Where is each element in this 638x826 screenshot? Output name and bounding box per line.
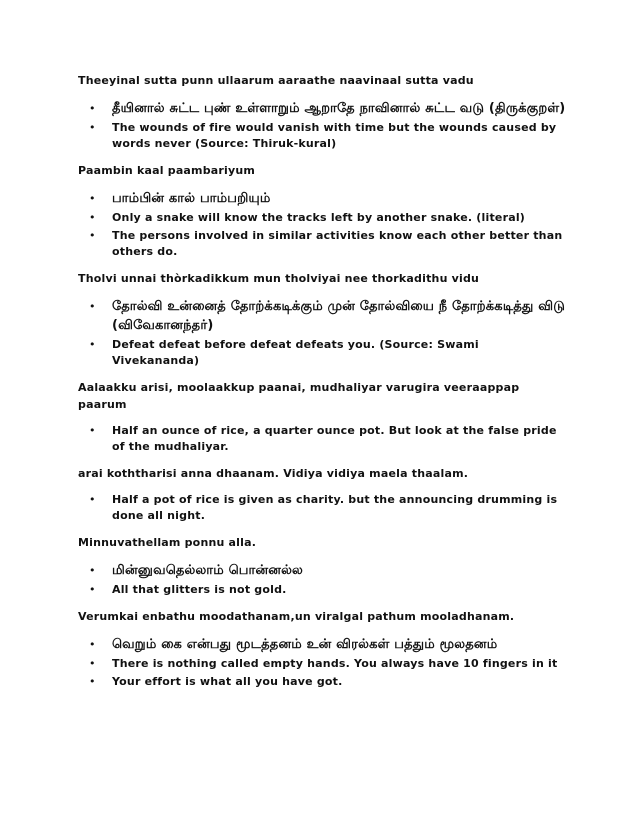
proverb-heading: Paambin kaal paambariyum (78, 164, 256, 177)
proverb-heading: arai koththarisi anna dhaanam. Vidiya vidiya maela thaalam. (78, 467, 469, 480)
list-item-text: Half a pot of rice is given as charity. but the announcing drumming is done all night. (112, 493, 558, 522)
bullet-icon: • (89, 424, 96, 437)
bullet-icon: • (89, 638, 96, 651)
bullet-icon: • (89, 338, 96, 351)
list-item (78, 561, 568, 580)
bullet-list (78, 297, 568, 369)
list-item (78, 635, 568, 654)
list-item-text: வெறும் கை என்பது மூடத்தனம் உன் விரல்கள் பத்தும் மூலதனம் (112, 637, 498, 652)
list-item-text: Your effort is what all you have got. (112, 675, 343, 688)
list-item-text: The persons involved in similar activities know each other better than others do. (112, 229, 563, 258)
bullet-icon: • (89, 229, 96, 242)
bullet-icon: • (89, 583, 96, 596)
bullet-icon: • (89, 192, 96, 205)
list-item-text: Half an ounce of rice, a quarter ounce pot. But look at the false pride of the mudhaliyar. (112, 424, 557, 453)
bullet-icon: • (89, 211, 96, 224)
list-item (78, 189, 568, 208)
list-item (78, 228, 568, 260)
list-item (78, 492, 568, 524)
bullet-list (78, 423, 568, 455)
bullet-list (78, 561, 568, 598)
proverb-heading: Tholvi unnai thòrkadikkum mun tholviyai nee thorkadithu vidu (78, 272, 480, 285)
bullet-icon: • (89, 564, 96, 577)
list-item-text: தீயினால் சுட்ட புண் உள்ளாறும் ஆறாதே நாவினால் சுட்ட வடு (திருக்குறள்) (112, 101, 566, 116)
proverb-heading: Theeyinal sutta punn ullaarum aaraathe naavinaal sutta vadu (78, 74, 474, 87)
bullet-list (78, 635, 568, 690)
bullet-icon: • (89, 300, 96, 313)
list-item-text: There is nothing called empty hands. You always have 10 fingers in it (112, 657, 558, 670)
bullet-icon: • (89, 493, 96, 506)
proverb-heading: Aalaakku arisi, moolaakkup paanai, mudhaliyar varugira veeraappap paarum (78, 381, 520, 411)
list-item (78, 656, 568, 672)
proverb-heading: Minnuvathellam ponnu alla. (78, 536, 257, 549)
list-item-text: Defeat defeat before defeat defeats you. (Source: Swami Vivekananda) (112, 338, 479, 367)
list-item (78, 423, 568, 455)
list-item (78, 582, 568, 598)
bullet-icon: • (89, 102, 96, 115)
list-item-text: The wounds of fire would vanish with time but the wounds caused by words never (Source: Thiruk-kural) (112, 121, 557, 150)
list-item-text: Only a snake will know the tracks left by another snake. (literal) (112, 211, 526, 224)
list-item (78, 99, 568, 118)
list-item (78, 674, 568, 690)
list-item (78, 120, 568, 152)
bullet-icon: • (89, 657, 96, 670)
list-item (78, 210, 568, 226)
list-item-text: பாம்பின் கால் பாம்பறியும் (112, 191, 271, 206)
proverb-heading: Verumkai enbathu moodathanam,un viralgal pathum mooladhanam. (78, 610, 515, 623)
list-item-text: தோல்வி உன்னைத் தோற்க்கடிக்கும் முன் தோல்வியை நீ தோற்க்கடித்து விடு (விவேகானந்தர்) (112, 299, 566, 333)
list-item-text: All that glitters is not gold. (112, 583, 287, 596)
list-item (78, 297, 568, 335)
list-item (78, 337, 568, 369)
bullet-icon: • (89, 675, 96, 688)
list-item-text: மின்னுவதெல்லாம் பொன்னல்ல (112, 563, 304, 578)
bullet-list (78, 99, 568, 152)
bullet-list (78, 189, 568, 260)
document-page (78, 72, 568, 700)
bullet-icon: • (89, 121, 96, 134)
bullet-list (78, 492, 568, 524)
